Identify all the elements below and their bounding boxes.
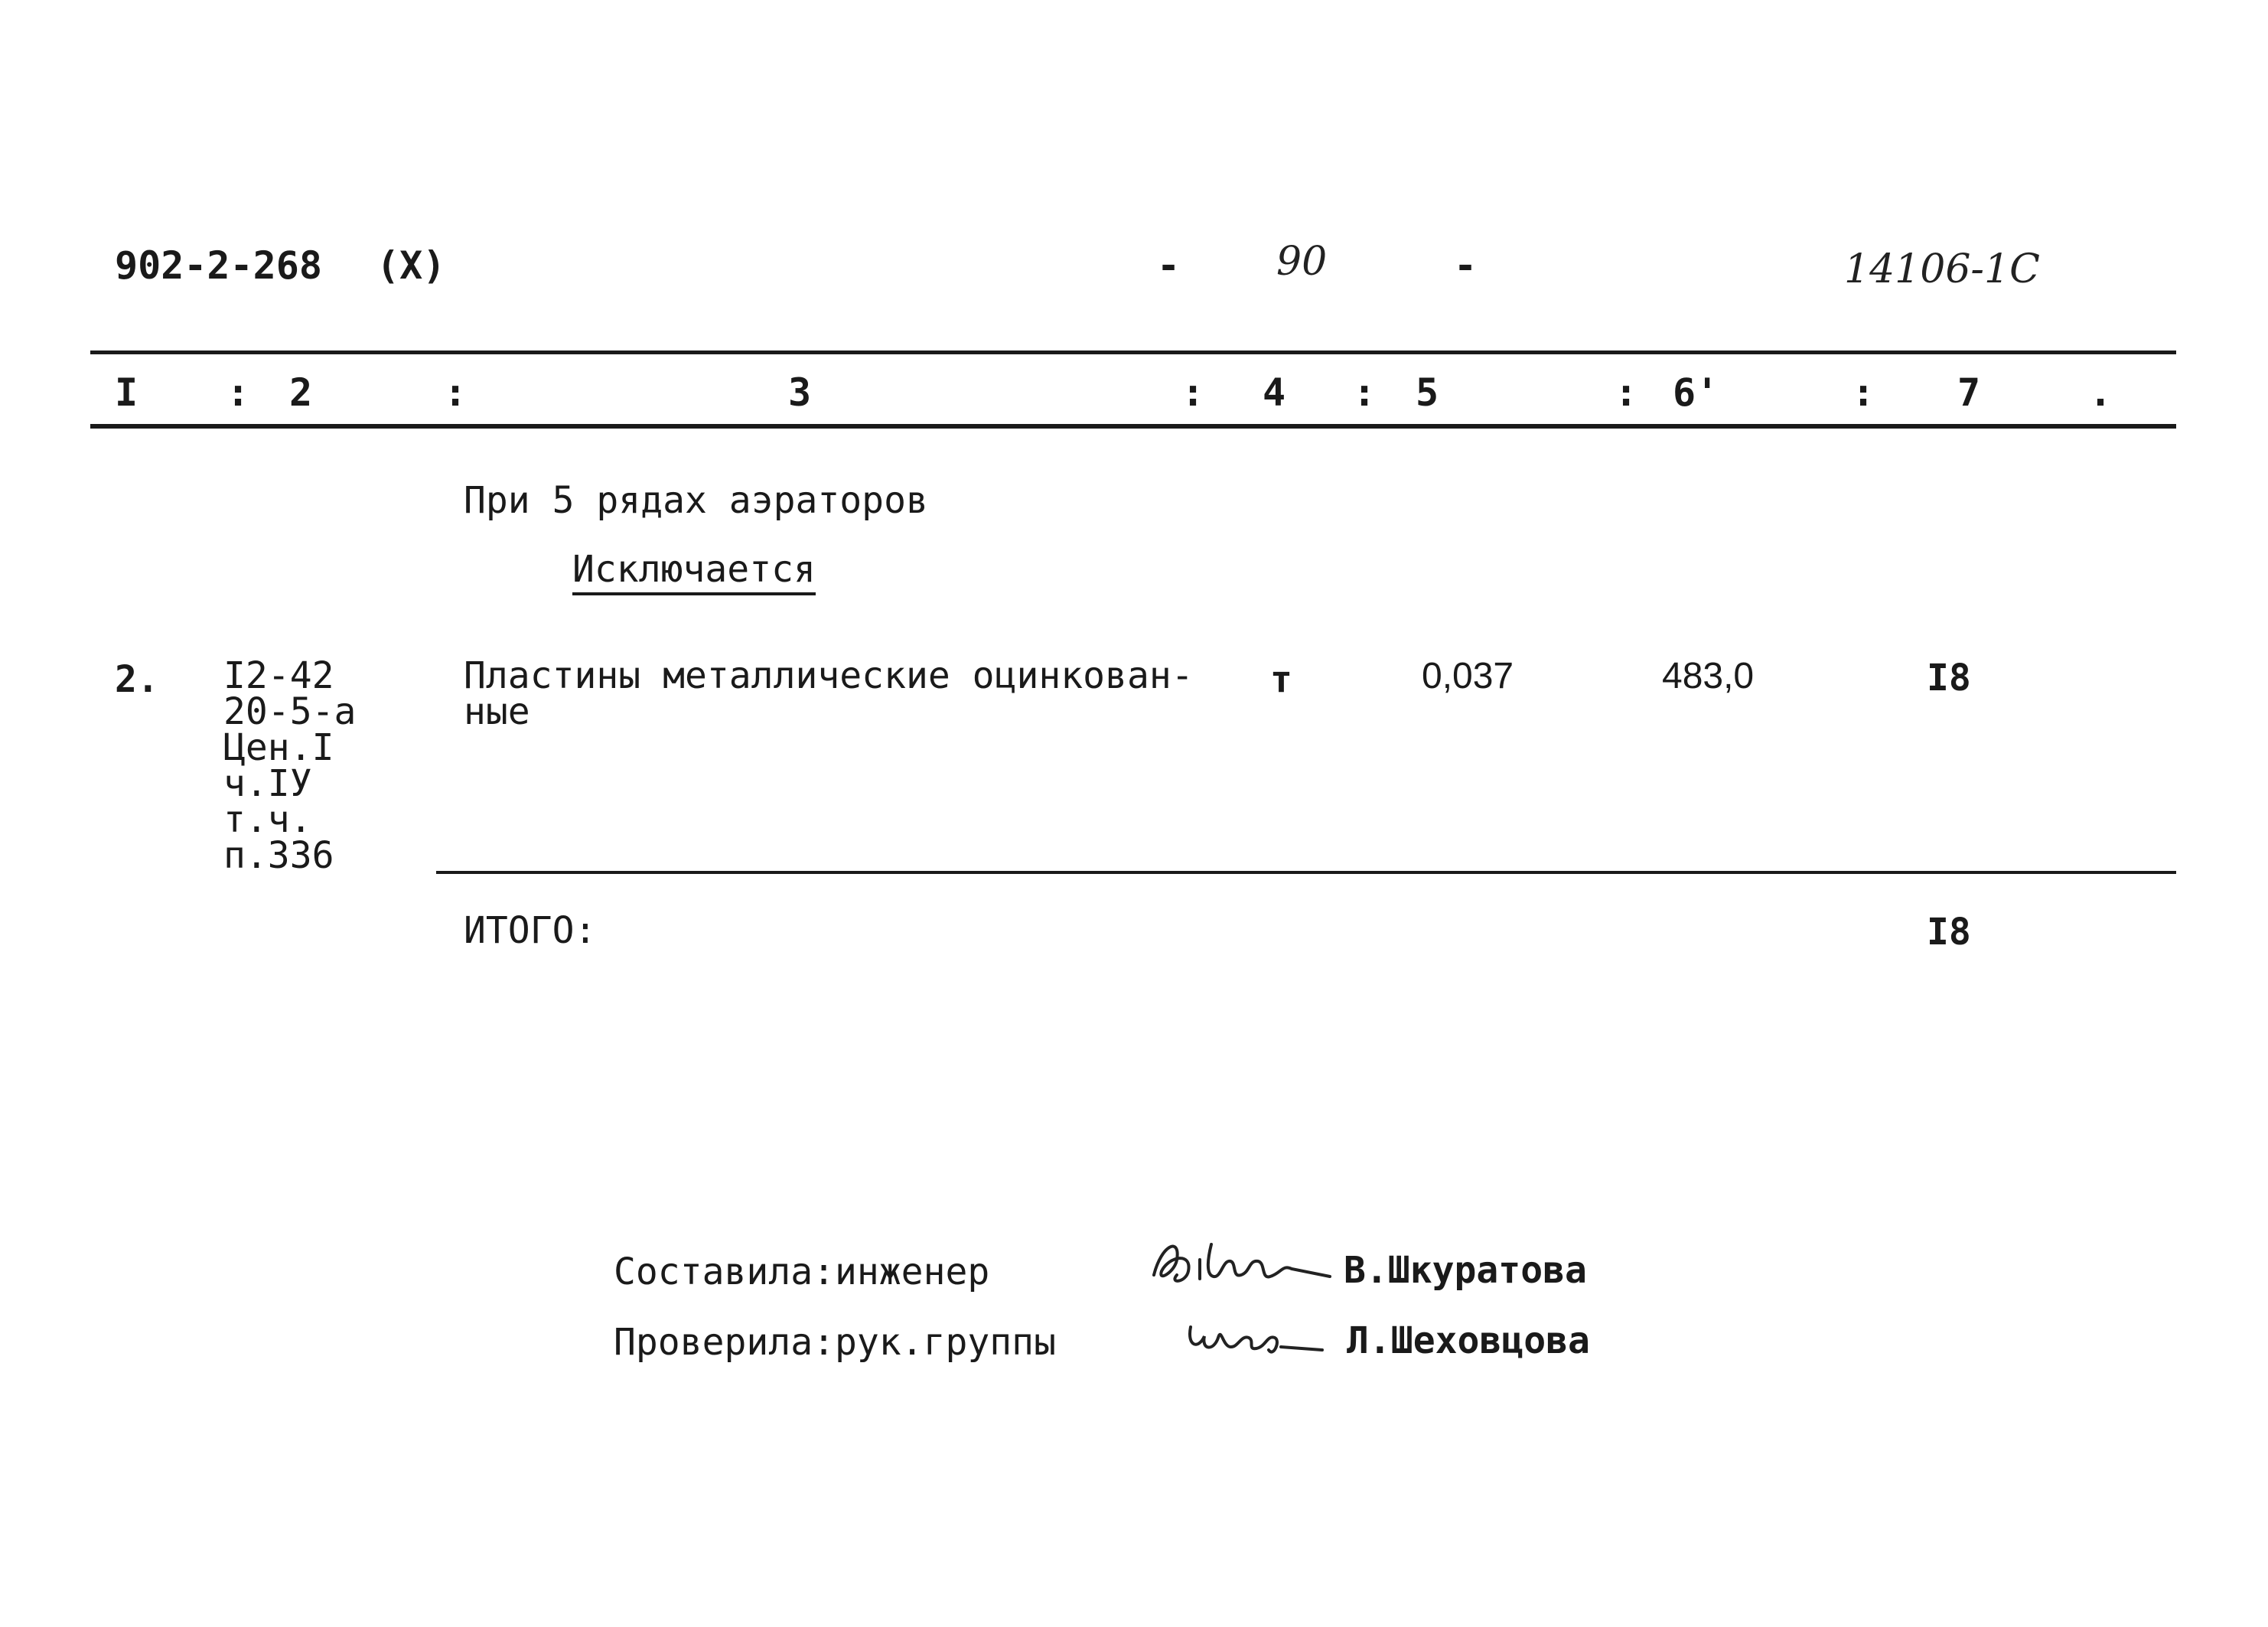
row-quantity: 0,037 [1422,656,1514,696]
column-header-5: 5 [1416,370,1439,415]
column-end-mark: . [2089,370,2113,415]
column-separator: : [226,370,250,415]
column-separator: : [1615,370,1638,415]
header-top-rule [90,351,2176,354]
row-name [464,654,1194,733]
column-separator: : [1181,370,1205,415]
archive-code: 14106-1C [1844,246,2040,292]
column-header-7: 7 [1957,370,1981,415]
total-rule [436,871,2176,874]
row-total: I8 [1927,657,1971,699]
row-name-line: Пластины металлические оцинкован- [464,654,1194,697]
signature-role: Составила:инженер [614,1250,990,1293]
handwritten-signature [1183,1304,1328,1365]
row-code-line: п.336 [223,834,334,877]
column-separator: : [444,370,468,415]
section-title: При 5 рядах аэраторов [464,479,928,522]
column-header-4: 4 [1263,370,1286,415]
signature-name: В.Шкуратова [1344,1249,1587,1292]
row-code-line: I2-42 [223,654,334,697]
column-separator: : [1353,370,1377,415]
summary-total: I8 [1927,911,1971,954]
summary-label: ИТОГО: [464,909,597,952]
page-dash-right: - [1454,243,1478,288]
row-name-line: ные [464,690,530,733]
row-code [223,654,357,877]
row-code-line: Цен.I [223,726,334,769]
page-dash-left: - [1157,243,1181,288]
signature-role: Проверила:рук.группы [614,1321,1056,1364]
column-header-6: 6' [1673,370,1719,415]
row-number: 2. [115,658,159,701]
row-code-line: 20-5-a [223,690,357,733]
row-code-line: т.ч. [223,798,312,841]
row-price: 483,0 [1662,656,1755,696]
section-subtitle: Исключается [572,548,816,595]
document-number: 902-2-268 [115,243,322,288]
row-code-line: ч.IУ [223,762,312,805]
page-number: 90 [1276,239,1328,285]
column-header-3: 3 [788,370,812,415]
row-unit: т [1270,658,1292,701]
header-bottom-rule [90,424,2176,429]
handwritten-signature [1146,1229,1338,1298]
signature-name: Л.Шеховцова [1347,1319,1590,1362]
column-separator: : [1852,370,1875,415]
column-header-1: I [115,370,138,415]
column-header-2: 2 [289,370,313,415]
document-volume: (X) [376,243,446,288]
